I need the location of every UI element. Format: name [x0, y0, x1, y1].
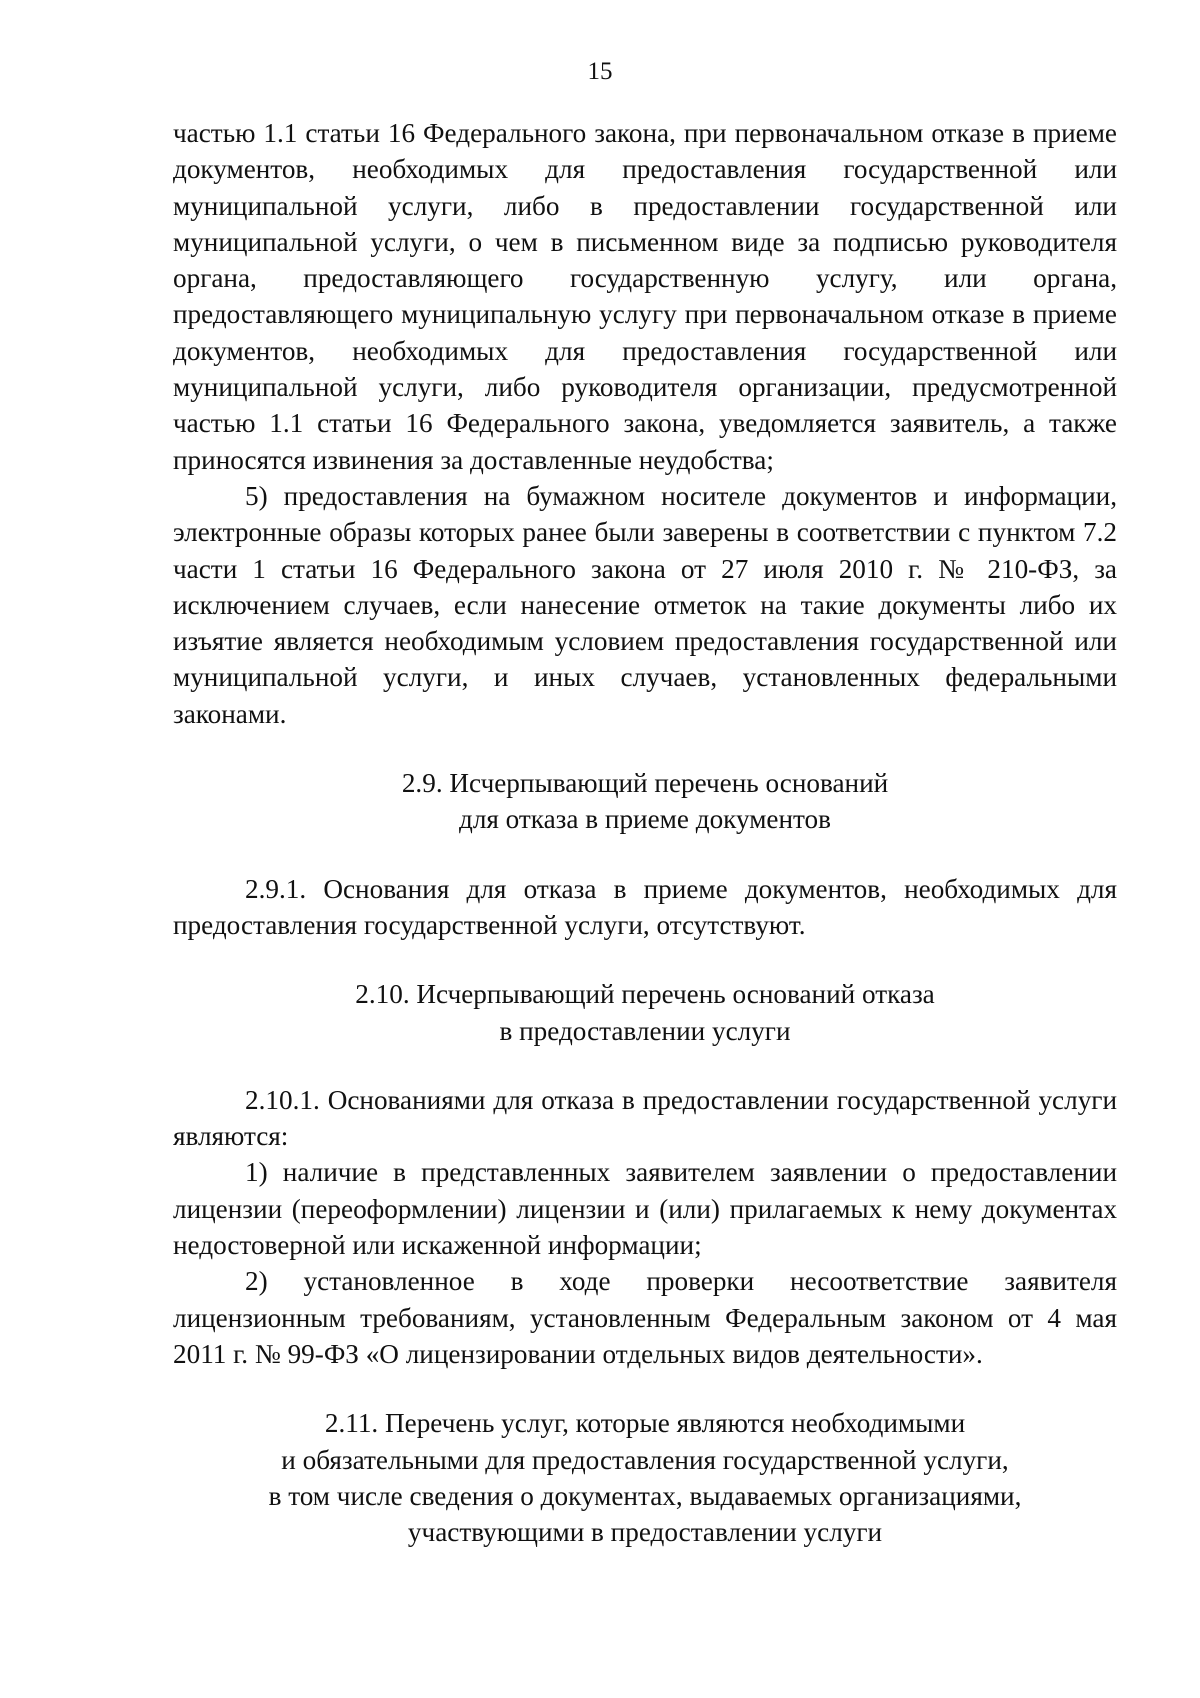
section-heading-2-10	[173, 976, 1117, 1049]
paragraph-2-10-1-item-1: 1) наличие в представленных заявителем заявлении о предоставлении лицензии (переоформлении) лицензии и (или) прилагаемых к нему документах недостоверной или искаженной информации;	[173, 1157, 1117, 1261]
paragraph-continuation: частью 1.1 статьи 16 Федерального закона, при первоначальном отказе в приеме документов, необходимых для предоставления государственной или муниципальной услуги, либо в предоставлении государственной или муниципальной услуги, о чем в письменном виде за подписью руководителя органа, предоставляющего государственную услугу, или органа, предоставляющего муниципальную услугу при первоначальном отказе в приеме документов, необходимых для предоставления государственной или муниципальной услуги, либо руководителя организации, предусмотренной частью 1.1 статьи 16 Федерального закона, уведомляется заявитель, а также приносятся извинения за доставленные неудобства;	[173, 118, 1117, 475]
heading-line: и обязательными для предоставления государственной услуги,	[281, 1444, 1009, 1475]
paragraph-2-9-1: 2.9.1. Основания для отказа в приеме документов, необходимых для предоставления государственной услуги, отсутствуют.	[173, 873, 1117, 940]
heading-line: участвующими в предоставлении услуги	[407, 1517, 883, 1548]
paragraph-item-5: 5) предоставления на бумажном носителе документов и информации, электронные образы которых ранее были заверены в соответствии с пунктом 7.2 части 1 статьи 16 Федерального закона от 27 июля 2010 г. № 210-ФЗ, за исключением случаев, если нанесение отметок на такие документы либо их изъятие является необходимым условием предоставления государственной или муниципальной услуги, и иных случаев, установленных федеральными законами.	[173, 480, 1117, 729]
heading-line: в том числе сведения о документах, выдаваемых организациями,	[268, 1480, 1022, 1511]
heading-line: в предоставлении услуги	[499, 1015, 791, 1046]
heading-line: для отказа в приеме документов	[458, 804, 831, 835]
section-heading-2-11	[173, 1405, 1117, 1550]
paragraph-2-10-1-item-2: 2) установленное в ходе проверки несоответствие заявителя лицензионным требованиям, установленным Федеральным законом от 4 мая 2011 г. № 99-ФЗ «О лицензировании отдельных видов деятельности».	[173, 1266, 1117, 1369]
paragraph-2-10-1: 2.10.1. Основаниями для отказа в предоставлении государственной услуги являются:	[173, 1084, 1117, 1152]
heading-line: 2.11. Перечень услуг, которые являются необходимыми	[324, 1408, 966, 1439]
section-heading-2-9	[173, 765, 1117, 838]
document-body	[173, 115, 1117, 1550]
heading-line: 2.9. Исчерпывающий перечень оснований	[401, 768, 889, 799]
page-number: 15	[587, 58, 613, 85]
heading-line: 2.10. Исчерпывающий перечень оснований отказа	[355, 979, 935, 1010]
